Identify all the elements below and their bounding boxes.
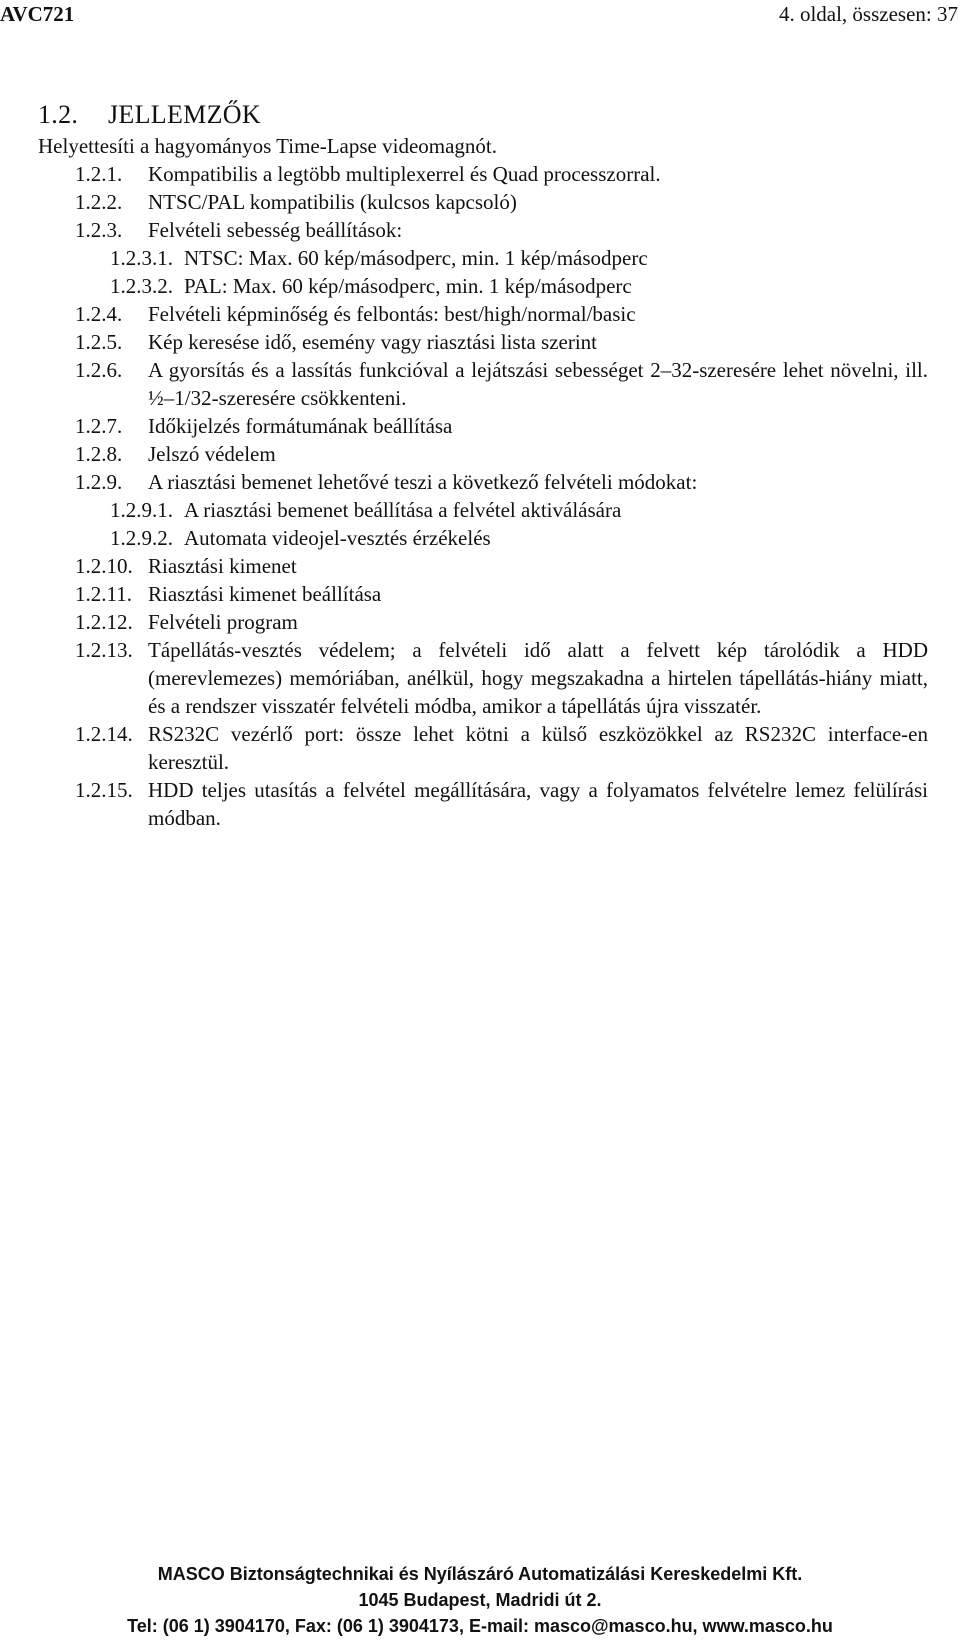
list-item — [38, 552, 928, 580]
item-number: 1.2.2. — [75, 190, 123, 214]
page-header — [0, 0, 960, 30]
item-text: HDD teljes utasítás a felvétel megállítására, vagy a folyamatos felvételre lemez felülírási módban. — [148, 778, 928, 830]
item-number: 1.2.6. — [75, 358, 123, 382]
list-item — [38, 636, 928, 720]
item-number: 1.2.3.1. — [110, 246, 173, 270]
section-heading — [38, 98, 928, 132]
list-item — [38, 720, 928, 776]
item-text: A riasztási bemenet beállítása a felvétel aktiválására — [184, 498, 622, 522]
item-text: Kép keresése idő, esemény vagy riasztási lista szerint — [148, 330, 598, 354]
list-item — [38, 496, 928, 524]
item-text: RS232C vezérlő port: össze lehet kötni a külső eszközökkel az RS232C interface-en keresztül. — [148, 722, 928, 774]
item-number: 1.2.14. — [75, 722, 133, 746]
document-body — [38, 98, 928, 832]
item-text: Riasztási kimenet beállítása — [148, 582, 382, 606]
item-number: 1.2.3.2. — [110, 274, 173, 298]
list-item — [38, 244, 928, 272]
item-number: 1.2.1. — [75, 162, 123, 186]
list-item — [38, 608, 928, 636]
list-item — [38, 524, 928, 552]
item-number: 1.2.11. — [75, 582, 132, 606]
list-item — [38, 356, 928, 412]
item-number: 1.2.9.2. — [110, 526, 173, 550]
list-item — [38, 580, 928, 608]
item-text: Felvételi sebesség beállítások: — [148, 218, 403, 242]
item-number: 1.2.7. — [75, 414, 123, 438]
section-number: 1.2. — [38, 100, 79, 129]
item-text: Kompatibilis a legtöbb multiplexerrel és Quad processzorral. — [148, 162, 661, 186]
item-text: Felvételi képminőség és felbontás: best/high/normal/basic — [148, 302, 636, 326]
section-title: JELLEMZŐK — [108, 100, 261, 129]
document-code: AVC721 — [0, 2, 75, 26]
item-number: 1.2.3. — [75, 218, 123, 242]
item-number: 1.2.5. — [75, 330, 123, 354]
item-text: Időkijelzés formátumának beállítása — [148, 414, 453, 438]
item-text: Riasztási kimenet — [148, 554, 297, 578]
list-item — [38, 776, 928, 832]
feature-list — [38, 160, 928, 832]
item-number: 1.2.15. — [75, 778, 133, 802]
item-text: Jelszó védelem — [148, 442, 276, 466]
footer-company: MASCO Biztonságtechnikai és Nyílászáró Automatizálási Kereskedelmi Kft. — [157, 1564, 803, 1584]
list-item — [38, 188, 928, 216]
item-text: NTSC: Max. 60 kép/másodperc, min. 1 kép/másodperc — [184, 246, 648, 270]
list-item — [38, 300, 928, 328]
item-number: 1.2.4. — [75, 302, 123, 326]
item-text: Felvételi program — [148, 610, 298, 634]
list-item — [38, 440, 928, 468]
item-number: 1.2.9.1. — [110, 498, 173, 522]
list-item — [38, 216, 928, 244]
item-text: Tápellátás-vesztés védelem; a felvételi idő alatt a felvett kép tárolódik a HDD (merevlemezes) memóriában, anélkül, hogy megszakadna a hirtelen tápellátás-hiány miatt, és a rendszer visszatér felvételi módba, amikor a tápellátás újra visszatér. — [148, 638, 928, 718]
list-item — [38, 272, 928, 300]
footer-address: 1045 Budapest, Madridi út 2. — [358, 1590, 602, 1610]
item-text: Automata videojel-vesztés érzékelés — [184, 526, 491, 550]
item-number: 1.2.10. — [75, 554, 133, 578]
item-text: NTSC/PAL kompatibilis (kulcsos kapcsoló) — [148, 190, 517, 214]
item-text: PAL: Max. 60 kép/másodperc, min. 1 kép/másodperc — [184, 274, 632, 298]
item-text: A riasztási bemenet lehetővé teszi a következő felvételi módokat: — [148, 470, 698, 494]
list-item — [38, 412, 928, 440]
item-number: 1.2.9. — [75, 470, 123, 494]
item-number: 1.2.12. — [75, 610, 133, 634]
page-indicator: 4. oldal, összesen: 37 — [778, 2, 958, 26]
item-text: A gyorsítás és a lassítás funkcióval a lejátszási sebességet 2–32-szeresére lehet növelni, ill. ½–1/32-szeresére csökkenteni. — [148, 358, 928, 410]
list-item — [38, 160, 928, 188]
list-item — [38, 328, 928, 356]
item-number: 1.2.8. — [75, 442, 123, 466]
section-intro: Helyettesíti a hagyományos Time-Lapse videomagnót. — [38, 134, 498, 158]
item-number: 1.2.13. — [75, 638, 133, 662]
list-item — [38, 468, 928, 496]
footer-contact: Tel: (06 1) 3904170, Fax: (06 1) 3904173, E-mail: masco@masco.hu, www.masco.hu — [127, 1616, 833, 1636]
page-footer — [0, 1561, 960, 1639]
